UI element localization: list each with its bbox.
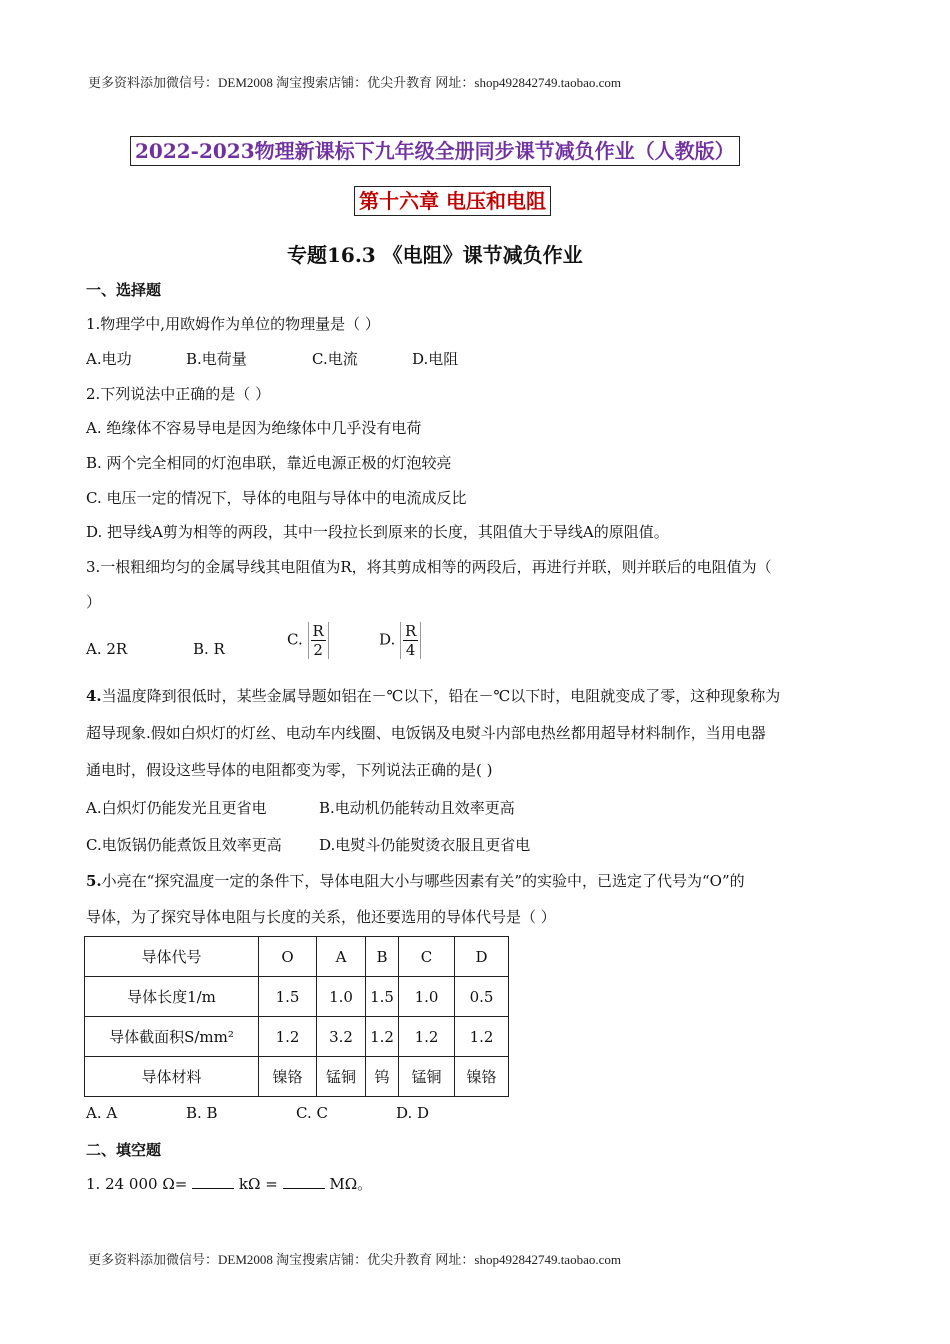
- fill-question-1: [86, 1173, 372, 1194]
- document-title: 2022-2023物理新课标下九年级全册同步课节减负作业（人教版）: [130, 136, 740, 166]
- q4-option-d: D.电熨斗仍能熨烫衣服且更省电: [319, 836, 531, 854]
- fraction-denominator: 2: [313, 641, 323, 659]
- table-cell: 导体长度1/m: [85, 977, 259, 1017]
- table-cell: B: [366, 937, 399, 977]
- q3-option-d-label: D.: [379, 630, 396, 649]
- fraction-numerator: R: [405, 622, 417, 640]
- question-3-stem-line2: ）: [86, 593, 102, 611]
- table-cell: 导体材料: [85, 1057, 259, 1097]
- q1-option-a: A.电功: [86, 350, 132, 368]
- q1-option-c: C.电流: [312, 350, 358, 368]
- table-cell: 镍铬: [259, 1057, 317, 1097]
- conductor-table: [84, 936, 509, 1097]
- table-row: [85, 1057, 509, 1097]
- table-cell: 1.2: [259, 1017, 317, 1057]
- answer-blank[interactable]: [283, 1174, 325, 1189]
- fraction-denominator: 4: [405, 641, 416, 659]
- question-5-line2: 导体，为了探究导体电阻与长度的关系，他还要选用的导体代号是（ ）: [86, 908, 556, 926]
- section-heading-fill: 二、填空题: [86, 1141, 162, 1159]
- q4-option-b: B.电动机仍能转动且效率更高: [319, 799, 515, 817]
- q5-option-c: C. C: [296, 1104, 328, 1122]
- topic-subtitle: 专题16.3 《电阻》课节减负作业: [287, 243, 583, 267]
- fill-1-part2: kΩ =: [238, 1175, 278, 1193]
- table-cell: 1.0: [399, 977, 455, 1017]
- header-banner: 更多资料添加微信号：DEM2008 淘宝搜索店铺：优尖升教育 网址：shop492842749.taobao.com: [88, 75, 621, 90]
- q3-option-d: [379, 622, 421, 659]
- footer-banner: 更多资料添加微信号：DEM2008 淘宝搜索店铺：优尖升教育 网址：shop492842749.taobao.com: [88, 1252, 621, 1267]
- table-cell: 1.5: [366, 977, 399, 1017]
- question-4-line1: [86, 685, 780, 706]
- question-5-line1: [86, 870, 745, 891]
- table-cell: O: [259, 937, 317, 977]
- table-cell: 锰铜: [317, 1057, 366, 1097]
- table-cell: 1.2: [366, 1017, 399, 1057]
- table-cell: 锰铜: [399, 1057, 455, 1097]
- table-row: [85, 1017, 509, 1057]
- q4-option-c: C.电饭锅仍能煮饭且效率更高: [86, 836, 282, 854]
- chapter-title: 第十六章 电压和电阻: [354, 186, 551, 216]
- question-2-stem: 2.下列说法中正确的是（ ）: [86, 385, 271, 403]
- q5-option-d: D. D: [396, 1104, 430, 1122]
- q2-option-c: C. 电压一定的情况下，导体的电阻与导体中的电流成反比: [86, 489, 467, 507]
- table-cell: 钨: [366, 1057, 399, 1097]
- table-cell: D: [455, 937, 509, 977]
- fraction-r-over-2: [308, 622, 329, 659]
- section-heading-choice: 一、选择题: [86, 281, 162, 299]
- fraction-r-over-4: [400, 622, 421, 659]
- question-5-text-line1: 小亮在“探究温度一定的条件下，导体电阻大小与哪些因素有关”的实验中，已选定了代号为“O”的: [101, 872, 745, 890]
- answer-blank[interactable]: [192, 1174, 234, 1189]
- q3-option-c-label: C.: [287, 630, 303, 649]
- table-cell: A: [317, 937, 366, 977]
- q3-option-c: [287, 622, 329, 659]
- question-4-number: 4.: [86, 687, 102, 705]
- table-row: [85, 937, 509, 977]
- q5-option-a: A. A: [86, 1104, 118, 1122]
- q5-option-b: B. B: [186, 1104, 218, 1122]
- table-cell: 1.2: [455, 1017, 509, 1057]
- fraction-numerator: R: [312, 622, 324, 640]
- table-row: [85, 977, 509, 1017]
- question-5-number: 5.: [86, 872, 102, 890]
- question-1-stem: 1.物理学中,用欧姆作为单位的物理量是（ ）: [86, 315, 380, 333]
- table-cell: 0.5: [455, 977, 509, 1017]
- table-cell: 3.2: [317, 1017, 366, 1057]
- q1-option-b: B.电荷量: [186, 350, 247, 368]
- question-4-line2: 超导现象.假如白炽灯的灯丝、电动车内线圈、电饭锅及电熨斗内部电热丝都用超导材料制作，当用电器: [86, 724, 766, 742]
- table-cell: 1.2: [399, 1017, 455, 1057]
- table-cell: C: [399, 937, 455, 977]
- table-cell: 1.5: [259, 977, 317, 1017]
- table-cell: 镍铬: [455, 1057, 509, 1097]
- question-4-line3: 通电时，假设这些导体的电阻都变为零，下列说法正确的是( ): [86, 761, 493, 779]
- table-cell: 导体截面积S/mm²: [85, 1017, 259, 1057]
- question-3-stem-line1: 3.一根粗细均匀的金属导线其电阻值为R，将其剪成相等的两段后，再进行并联，则并联后的电阻值为（: [86, 558, 772, 576]
- fill-1-part3: MΩ。: [329, 1175, 373, 1193]
- q4-option-a: A.白炽灯仍能发光且更省电: [86, 799, 267, 817]
- table-cell: 导体代号: [85, 937, 259, 977]
- question-4-text-line1: 当温度降到很低时，某些金属导题如铝在－℃以下，铅在－℃以下时，电阻就变成了零，这种现象称为: [101, 687, 781, 705]
- q3-option-b: B. R: [193, 640, 225, 658]
- q2-option-a: A. 绝缘体不容易导电是因为绝缘体中几乎没有电荷: [86, 419, 422, 437]
- fill-1-part1: 1. 24 000 Ω=: [86, 1175, 188, 1193]
- q2-option-d: D. 把导线A剪为相等的两段，其中一段拉长到原来的长度，其阻值大于导线A的原阻值。: [86, 523, 669, 541]
- table-cell: 1.0: [317, 977, 366, 1017]
- q1-option-d: D.电阻: [412, 350, 459, 368]
- q2-option-b: B. 两个完全相同的灯泡串联，靠近电源正极的灯泡较亮: [86, 454, 452, 472]
- q3-option-a: A. 2R: [86, 640, 128, 658]
